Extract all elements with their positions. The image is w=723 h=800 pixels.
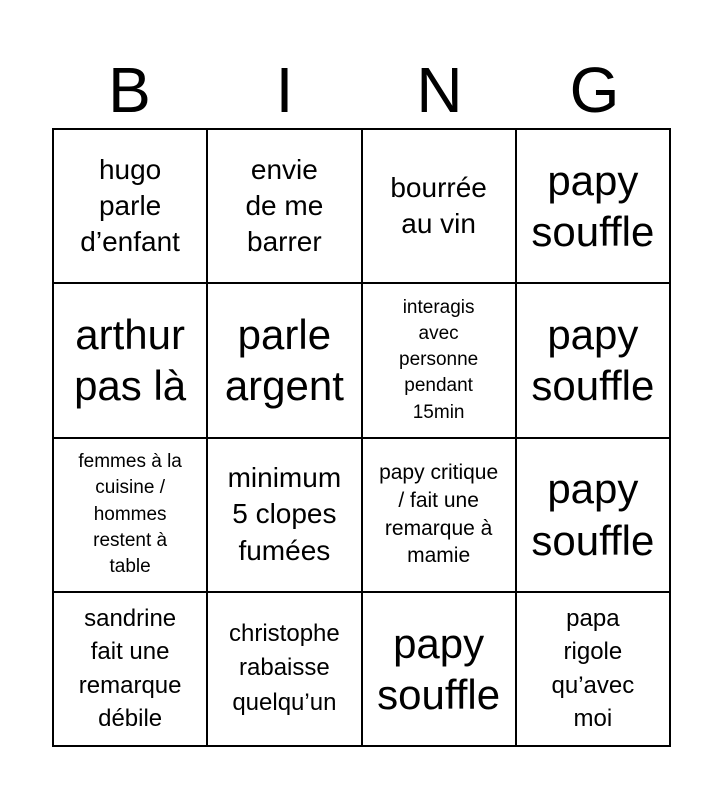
cell-text: christophe rabaisse quelqu’un [229,619,340,717]
cell-text: sandrine fait une remarque débile [78,604,182,733]
cell-text: papy souffle [531,311,655,410]
header-letter-b: B [108,54,151,126]
bingo-cell[interactable] [54,130,208,284]
bingo-grid [52,128,671,747]
header-letter-i: I [275,54,294,126]
cell-text: papy souffle [531,156,655,256]
bingo-cell[interactable] [54,593,208,747]
bingo-cell[interactable] [517,439,671,593]
cell-text: parle argent [224,311,344,410]
bingo-header [52,52,672,128]
bingo-cell[interactable] [363,284,517,438]
bingo-cell[interactable] [208,439,362,593]
cell-text: interagis avec personne pendant 15min [399,296,479,423]
cell-text: papy souffle [377,619,501,718]
bingo-cell[interactable] [54,284,208,438]
bingo-cell[interactable] [208,593,362,747]
cell-text: minimum 5 clopes fumées [227,462,342,566]
cell-text: arthur pas là [74,311,187,410]
bingo-cell[interactable] [363,593,517,747]
header-letter-n: N [416,54,463,126]
cell-text: femmes à la cuisine / hommes restent à table [78,451,182,577]
bingo-cell[interactable] [363,439,517,593]
header-letter-g: G [569,54,620,126]
cell-text: papy critique / fait une remarque à mamie [379,461,499,568]
cell-text: papy souffle [531,465,655,564]
bingo-cell[interactable] [208,284,362,438]
bingo-cell[interactable] [517,593,671,747]
cell-text: bourrée au vin [390,171,487,240]
bingo-cell[interactable] [208,130,362,284]
cell-text: hugo parle d’enfant [80,153,180,258]
bingo-cell[interactable] [54,439,208,593]
bingo-cell[interactable] [517,130,671,284]
cell-text: papa rigole qu’avec moi [551,604,635,733]
bingo-cell[interactable] [363,130,517,284]
bingo-cell[interactable] [517,284,671,438]
cell-text: envie de me barrer [245,153,324,258]
